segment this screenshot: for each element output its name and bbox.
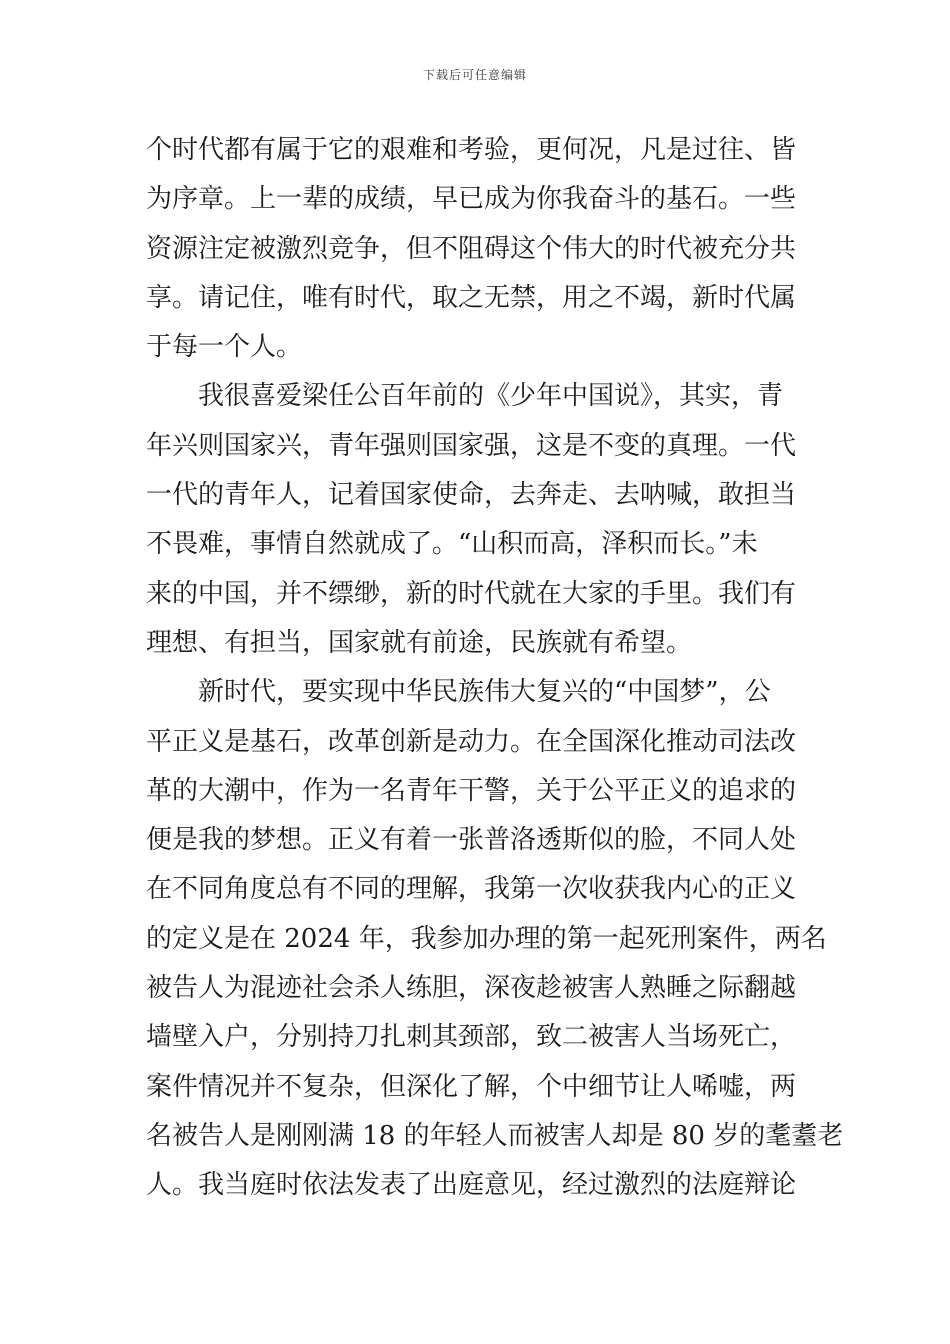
page-header: 下载后可任意编辑 — [422, 68, 527, 82]
text-line: 个时代都有属于它的艰难和考验，更何况，凡是过往、皆 — [146, 135, 797, 165]
text-line: 平正义是基石，改革创新是动力。在全国深化推动司法改 — [146, 726, 797, 757]
text-line: 为序章。上一辈的成绩，早已成为你我奋斗的基石。一些 — [146, 184, 797, 215]
text-line: 于每一个人。 — [146, 332, 303, 363]
text-line: 在不同角度总有不同的理解，我第一次收获我内心的正义 — [146, 874, 797, 905]
text-line: 人。我当庭时依法发表了出庭意见，经过激烈的法庭辩论 — [146, 1170, 797, 1201]
text-line: 被告人为混迹社会杀人练胆，深夜趁被害人熟睡之际翻越 — [146, 973, 797, 1004]
text-line: 名被告人是刚刚满 18 的年轻人而被害人却是 80 岁的耄耋老 — [146, 1120, 844, 1151]
text-line: 的定义是在 2024 年，我参加办理的第一起死刑案件，两名 — [146, 923, 827, 954]
text-line: 革的大潮中，作为一名青年干警，关于公平正义的追求的 — [146, 775, 797, 806]
text-line: 一代的青年人，记着国家使命，去奔走、去呐喊，敢担当 — [146, 480, 797, 511]
text-line: 年兴则国家兴，青年强则国家强，这是不变的真理。一代 — [146, 430, 797, 461]
text-line: 不畏难，事情自然就成了。“山积而高，泽积而长。”未 — [146, 529, 758, 560]
text-line: 享。请记住，唯有时代，取之无禁，用之不竭，新时代属 — [146, 282, 797, 313]
text-line: 理想、有担当，国家就有前途，民族就有希望。 — [146, 627, 693, 658]
text-line: 资源注定被激烈竞争，但不阻碍这个伟大的时代被充分共 — [146, 233, 797, 264]
text-line: 我很喜爱梁任公百年前的《少年中国说》，其实，青 — [146, 381, 784, 412]
document-body — [146, 126, 844, 1211]
text-line: 来的中国，并不缥缈，新的时代就在大家的手里。我们有 — [146, 578, 797, 609]
text-line: 新时代，要实现中华民族伟大复兴的“中国梦”，公 — [146, 677, 771, 708]
text-line: 便是我的梦想。正义有着一张普洛透斯似的脸，不同人处 — [146, 825, 797, 856]
text-line: 墙壁入户，分别持刀扎刺其颈部，致二被害人当场死亡， — [146, 1022, 797, 1053]
text-line: 案件情况并不复杂，但深化了解，个中细节让人唏嘘，两 — [146, 1071, 797, 1102]
